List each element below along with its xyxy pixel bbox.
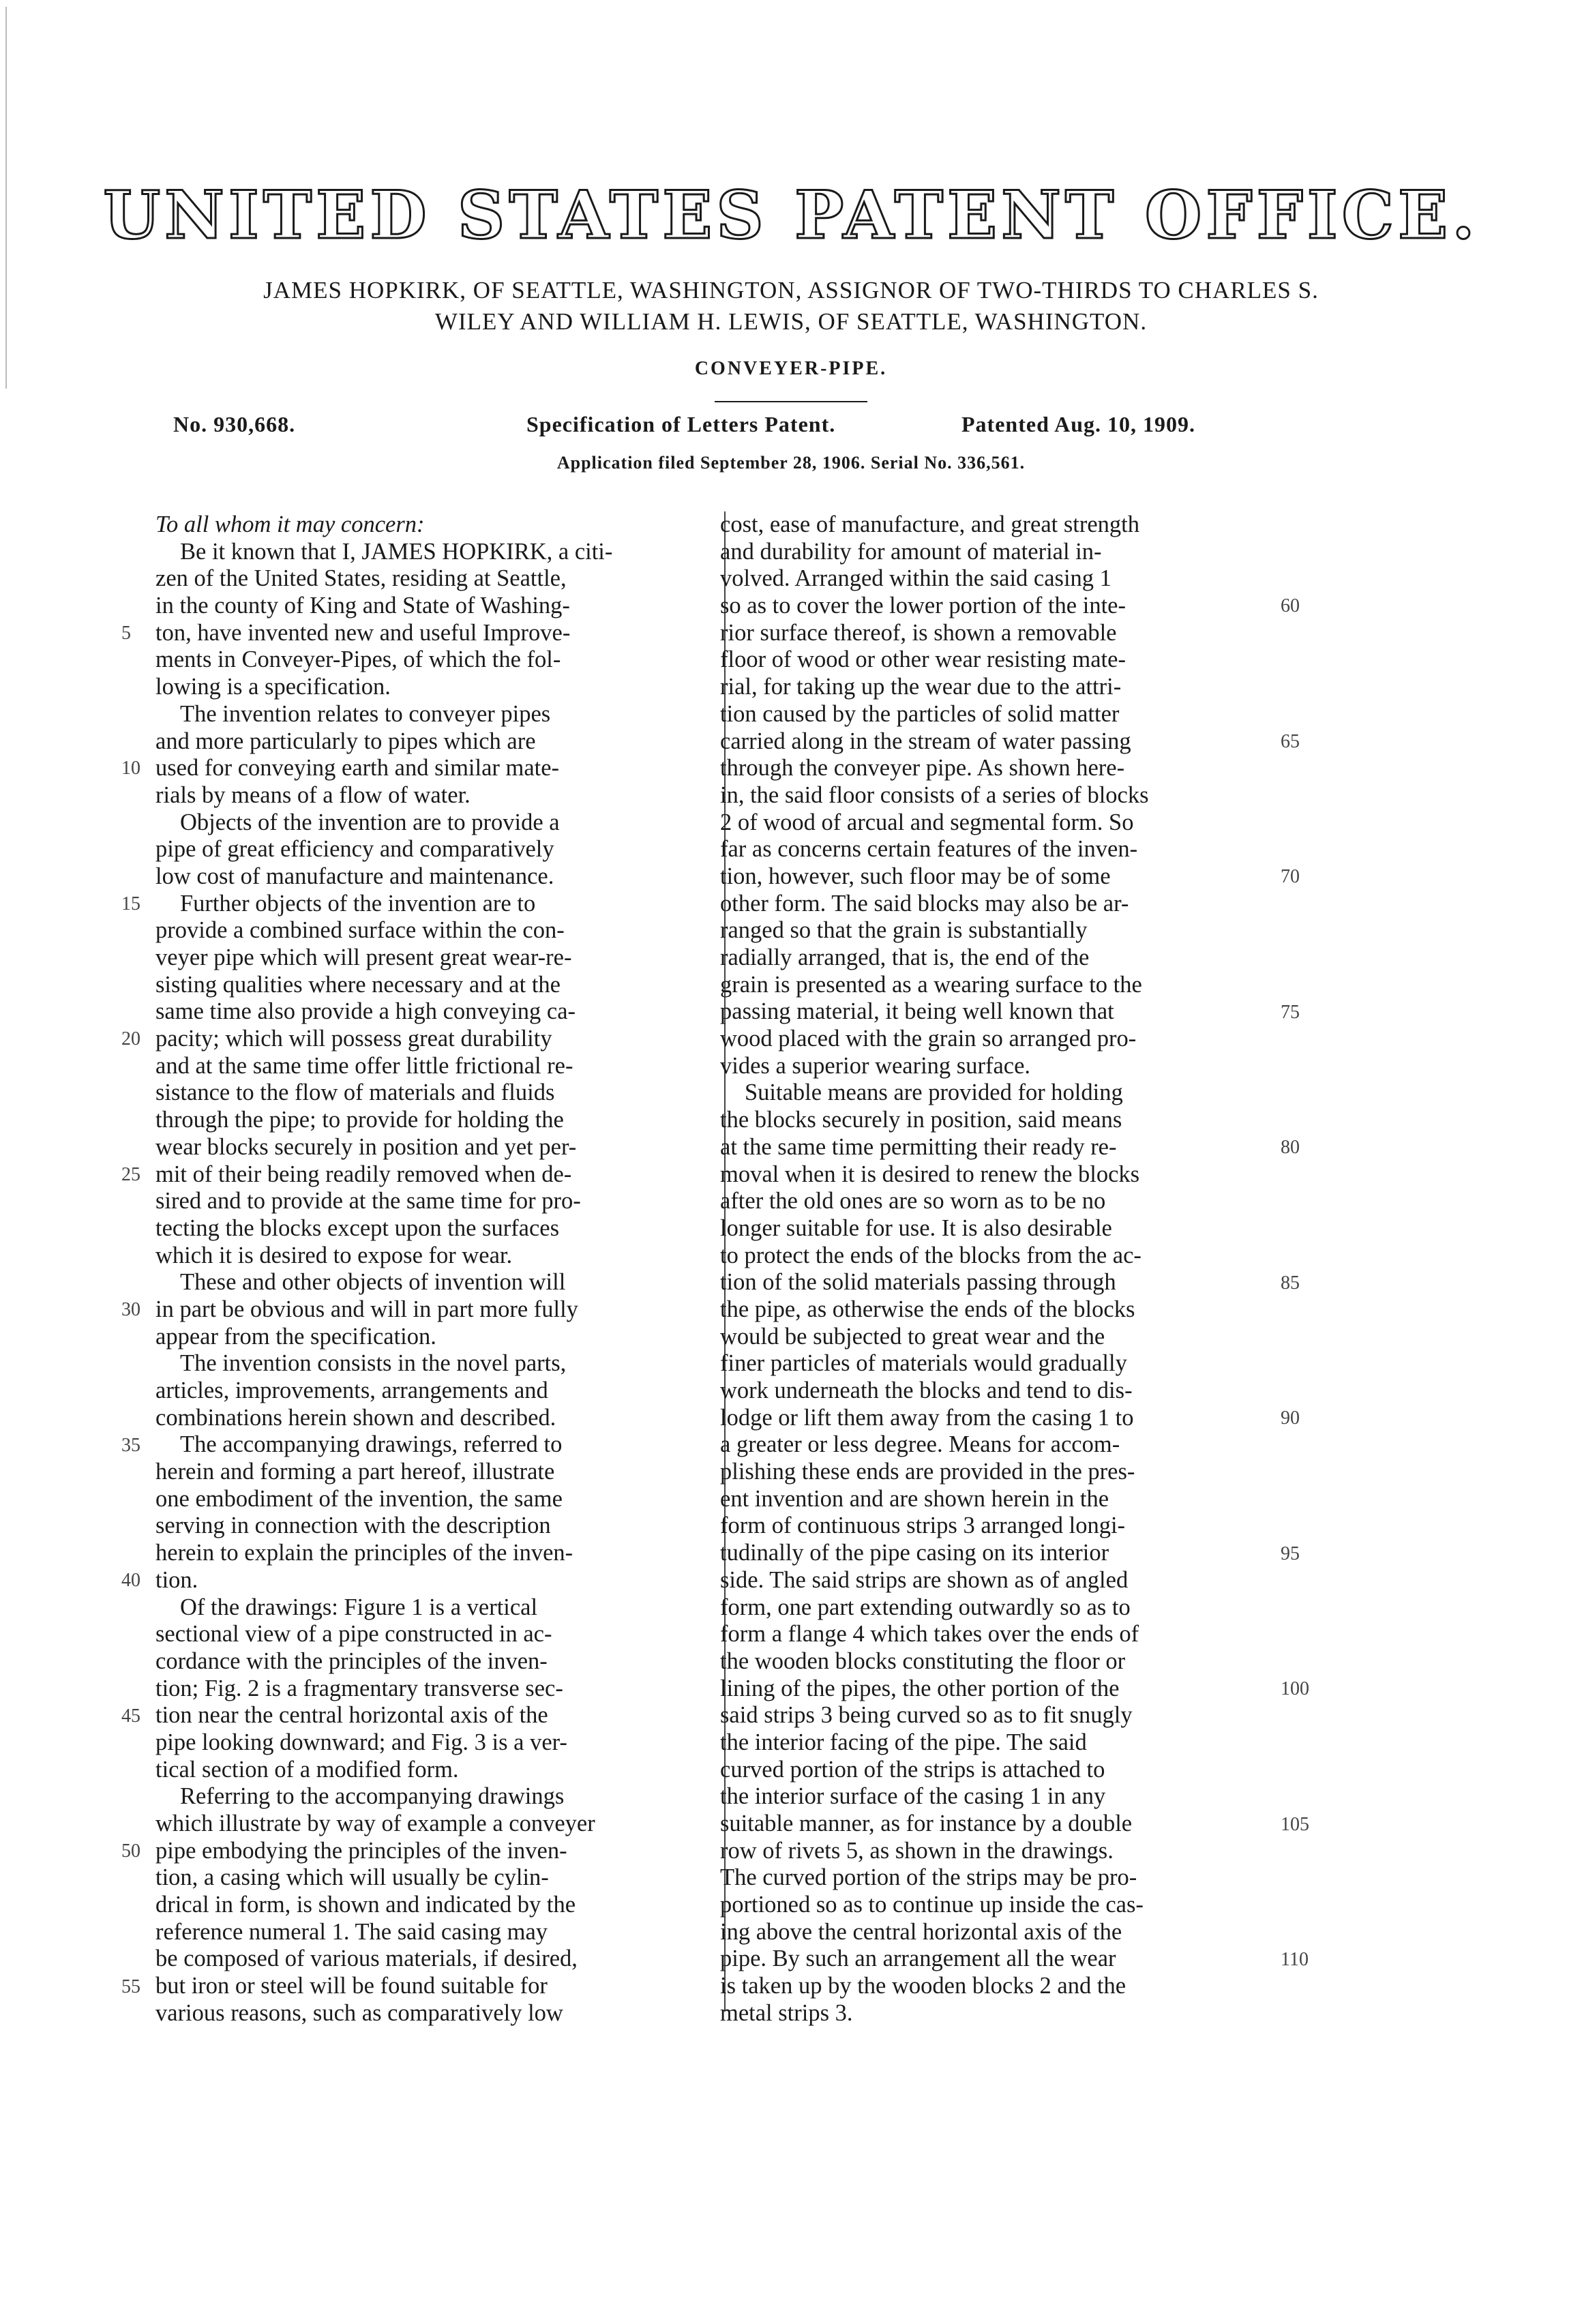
line-number: 45: [121, 1705, 140, 1727]
line-number: 15: [121, 893, 140, 914]
text-line: but iron or steel will be found suitable for: [155, 1973, 548, 1999]
text-line: the pipe, as otherwise the ends of the blocks: [720, 1296, 1135, 1322]
text-line: zen of the United States, residing at Seattle,: [155, 565, 567, 592]
text-line: same time also provide a high conveying ca-: [155, 998, 576, 1025]
text-line: lining of the pipes, the other portion of the: [720, 1675, 1120, 1701]
text-line: said strips 3 being curved so as to fit snugly: [720, 1702, 1133, 1729]
text-line: a greater or less degree. Means for accom-: [720, 1431, 1120, 1458]
line-number: 10: [121, 758, 140, 779]
text-line: wear blocks securely in position and yet per-: [155, 1133, 577, 1160]
text-line: rior surface thereof, is shown a removable: [720, 619, 1117, 646]
text-line: low cost of manufacture and maintenance.: [155, 863, 554, 889]
text-line: The invention relates to conveyer pipes: [180, 700, 551, 727]
text-line: side. The said strips are shown as of angled: [720, 1566, 1129, 1593]
text-line: Referring to the accompanying drawings: [180, 1783, 565, 1810]
line-number: 70: [1281, 866, 1300, 888]
text-line: tion of the solid materials passing through: [720, 1269, 1116, 1296]
text-line: pipe looking downward; and Fig. 3 is a ver-: [155, 1729, 567, 1755]
text-line: provide a combined surface within the con-: [155, 917, 565, 944]
text-line: tion, however, such floor may be of some: [720, 863, 1111, 889]
line-number: 25: [121, 1163, 140, 1185]
text-line: pipe embodying the principles of the inven-: [155, 1837, 567, 1864]
text-line: sectional view of a pipe constructed in ac-: [155, 1621, 552, 1648]
text-line: Suitable means are provided for holding: [745, 1079, 1123, 1106]
text-line: herein and forming a part hereof, illustrate: [155, 1459, 555, 1485]
application-info: Application filed September 28, 1906. Serial No. 336,561.: [556, 453, 1026, 473]
text-line: tion caused by the particles of solid matter: [720, 700, 1120, 727]
text-line: passing material, it being well known that: [720, 998, 1114, 1025]
text-line: ments in Conveyer-Pipes, of which the fol-: [155, 646, 561, 673]
text-line: sisting qualities where necessary and at the: [155, 971, 561, 998]
line-number: 100: [1281, 1678, 1309, 1700]
title-rule: [715, 401, 867, 402]
text-line: row of rivets 5, as shown in the drawings.: [720, 1837, 1114, 1864]
text-line: reference numeral 1. The said casing may: [155, 1918, 548, 1945]
text-line: the interior surface of the casing 1 in any: [720, 1783, 1106, 1810]
text-line: mit of their being readily removed when de-: [155, 1161, 572, 1187]
line-number: 55: [121, 1976, 140, 1997]
text-line: longer suitable for use. It is also desirable: [720, 1215, 1112, 1241]
text-line: would be subjected to great wear and the: [720, 1323, 1105, 1350]
text-line: curved portion of the strips is attached to: [720, 1756, 1105, 1783]
line-number: 30: [121, 1299, 140, 1321]
text-line: tion; Fig. 2 is a fragmentary transverse sec-: [155, 1675, 563, 1701]
line-number: 85: [1281, 1272, 1300, 1294]
text-line: 2 of wood of arcual and segmental form. So: [720, 809, 1134, 835]
text-line: tical section of a modified form.: [155, 1756, 459, 1783]
text-line: the blocks securely in position, said means: [720, 1107, 1122, 1133]
text-line: at the same time permitting their ready re-: [720, 1133, 1117, 1160]
text-line: far as concerns certain features of the inven-: [720, 836, 1138, 863]
text-line: in the county of King and State of Washing-: [155, 593, 570, 619]
text-line: form, one part extending outwardly so as to: [720, 1594, 1131, 1620]
text-line: through the pipe; to provide for holding the: [155, 1107, 564, 1133]
text-line: is taken up by the wooden blocks 2 and the: [720, 1973, 1126, 1999]
text-line: through the conveyer pipe. As shown here-: [720, 755, 1125, 781]
text-line: ing above the central horizontal axis of the: [720, 1918, 1122, 1945]
inventor-line-2: WILEY AND WILLIAM H. LEWIS, OF SEATTLE, WASHINGTON.: [434, 308, 1148, 335]
text-line: appear from the specification.: [155, 1323, 436, 1350]
text-line: which illustrate by way of example a conveyer: [155, 1811, 595, 1836]
text-line: the interior facing of the pipe. The said: [720, 1729, 1087, 1755]
text-line: wood placed with the grain so arranged pro-: [720, 1026, 1137, 1052]
patent-number: No. 930,668.: [173, 412, 296, 436]
text-line: to protect the ends of the blocks from the ac-: [720, 1242, 1141, 1268]
line-number: 65: [1281, 730, 1300, 752]
text-line: volved. Arranged within the said casing 1: [720, 565, 1111, 592]
text-line: vides a superior wearing surface.: [720, 1052, 1031, 1079]
text-line: in, the said floor consists of a series of blocks: [720, 781, 1149, 808]
line-number: 60: [1281, 595, 1300, 617]
text-line: The curved portion of the strips may be pro-: [720, 1864, 1137, 1891]
line-number: 95: [1281, 1543, 1300, 1564]
text-line: portioned so as to continue up inside the cas-: [720, 1892, 1144, 1918]
text-line: which it is desired to expose for wear.: [155, 1242, 513, 1268]
line-number: 40: [121, 1570, 140, 1592]
text-line: various reasons, such as comparatively low: [155, 1999, 563, 2026]
line-number: 80: [1281, 1137, 1300, 1159]
text-line: and more particularly to pipes which are: [155, 728, 536, 754]
text-line: after the old ones are so worn as to be no: [720, 1188, 1106, 1215]
text-line: These and other objects of invention will: [180, 1269, 566, 1296]
text-line: cordance with the principles of the inven-: [155, 1648, 548, 1674]
text-line: finer particles of materials would gradually: [720, 1350, 1127, 1377]
text-line: drical in form, is shown and indicated by the: [155, 1892, 576, 1918]
text-line: form of continuous strips 3 arranged longi-: [720, 1513, 1126, 1539]
text-line: radially arranged, that is, the end of the: [720, 944, 1090, 970]
text-line: articles, improvements, arrangements and: [155, 1377, 548, 1403]
text-line: tudinally of the pipe casing on its interior: [720, 1540, 1109, 1566]
text-line: tion near the central horizontal axis of the: [155, 1702, 548, 1729]
text-line: so as to cover the lower portion of the inte-: [720, 593, 1126, 619]
line-number: 20: [121, 1028, 140, 1050]
text-line: ton, have invented new and useful Improve-: [155, 619, 571, 646]
text-line: tion.: [155, 1566, 198, 1593]
text-line: rials by means of a flow of water.: [155, 781, 471, 808]
text-line: suitable manner, as for instance by a double: [720, 1811, 1133, 1836]
text-line: the wooden blocks constituting the floor or: [720, 1648, 1126, 1674]
text-line: form a flange 4 which takes over the ends of: [720, 1621, 1139, 1648]
text-line: Of the drawings: Figure 1 is a vertical: [180, 1594, 538, 1620]
text-line: floor of wood or other wear resisting mate-: [720, 646, 1126, 673]
text-line: carried along in the stream of water passing: [720, 728, 1131, 754]
text-line: in part be obvious and will in part more fully: [155, 1296, 578, 1322]
text-line: grain is presented as a wearing surface to the: [720, 971, 1142, 998]
text-line: used for conveying earth and similar mate-: [155, 755, 560, 781]
text-line: plishing these ends are provided in the pres-: [720, 1459, 1135, 1485]
text-line: tion, a casing which will usually be cylin-: [155, 1864, 549, 1891]
text-line: The invention consists in the novel parts,: [180, 1350, 567, 1377]
text-line: Be it known that I, JAMES HOPKIRK, a citi-: [180, 538, 613, 565]
text-line: lodge or lift them away from the casing 1 to: [720, 1404, 1134, 1431]
text-line: pipe of great efficiency and comparatively: [155, 836, 554, 863]
text-line: be composed of various materials, if desired,: [155, 1946, 578, 1972]
text-line: serving in connection with the description: [155, 1513, 551, 1539]
inventor-line-1: JAMES HOPKIRK, OF SEATTLE, WASHINGTON, ASSIGNOR OF TWO-THIRDS TO CHARLES S.: [263, 277, 1319, 303]
line-number: 105: [1281, 1813, 1309, 1835]
text-line: tecting the blocks except upon the surfaces: [155, 1215, 560, 1241]
line-number: 50: [121, 1841, 140, 1862]
text-line: To all whom it may concern:: [155, 511, 425, 537]
specification-label: Specification of Letters Patent.: [526, 412, 836, 436]
text-line: Objects of the invention are to provide a: [180, 809, 560, 835]
text-line: ent invention and are shown herein in the: [720, 1485, 1109, 1512]
text-line: one embodiment of the invention, the same: [155, 1485, 563, 1512]
line-number: 35: [121, 1434, 140, 1456]
left-column: [155, 511, 701, 2027]
line-number: 90: [1281, 1407, 1300, 1429]
text-line: and durability for amount of material in-: [720, 538, 1102, 565]
text-line: lowing is a specification.: [155, 674, 391, 700]
invention-title: CONVEYER-PIPE.: [694, 358, 888, 379]
text-line: pacity; which will possess great durability: [155, 1026, 552, 1052]
text-line: veyer pipe which will present great wear-re-: [155, 944, 572, 970]
text-line: metal strips 3.: [720, 1999, 853, 2026]
line-number: 5: [121, 622, 131, 644]
text-line: and at the same time offer little frictional re-: [155, 1052, 573, 1079]
text-line: pipe. By such an arrangement all the wear: [720, 1946, 1116, 1972]
office-title: UNITED STATES PATENT OFFICE.: [103, 177, 1479, 254]
line-number: 110: [1281, 1949, 1309, 1971]
text-line: sistance to the flow of materials and fluids: [155, 1079, 555, 1106]
text-line: moval when it is desired to renew the blocks: [720, 1161, 1140, 1187]
text-line: work underneath the blocks and tend to dis-: [720, 1377, 1133, 1403]
patented-date: Patented Aug. 10, 1909.: [961, 412, 1195, 436]
text-line: sired and to provide at the same time for pro-: [155, 1188, 581, 1215]
text-line: herein to explain the principles of the inven-: [155, 1540, 573, 1566]
text-line: rial, for taking up the wear due to the attri-: [720, 674, 1122, 700]
text-line: The accompanying drawings, referred to: [180, 1431, 563, 1458]
text-line: ranged so that the grain is substantially: [720, 917, 1088, 944]
text-line: cost, ease of manufacture, and great strength: [720, 511, 1139, 537]
right-column: [720, 511, 1272, 2027]
text-line: Further objects of the invention are to: [180, 890, 536, 917]
line-number: 75: [1281, 1001, 1300, 1023]
text-line: combinations herein shown and described.: [155, 1404, 556, 1431]
text-line: other form. The said blocks may also be ar-: [720, 890, 1129, 917]
